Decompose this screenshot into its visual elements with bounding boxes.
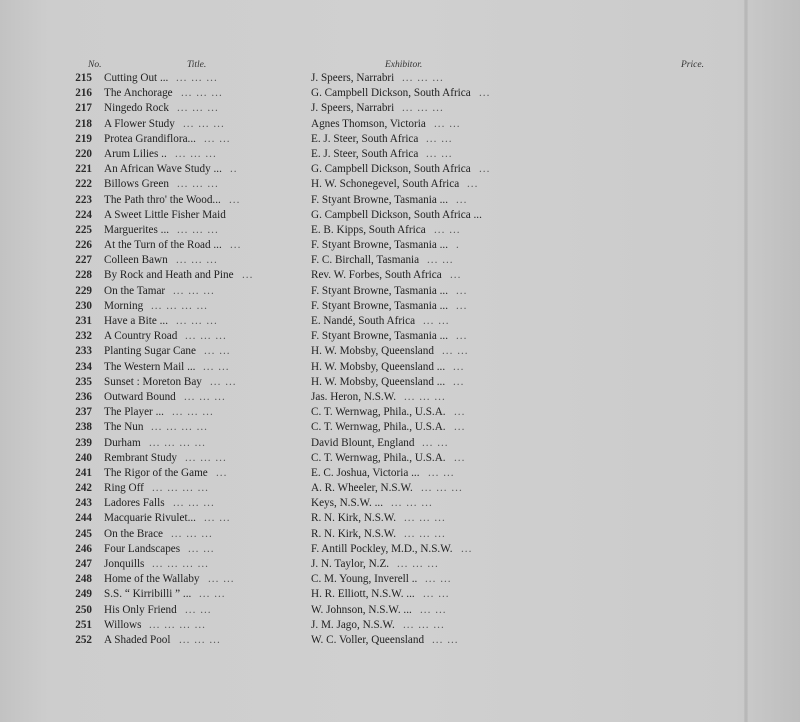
entry-number: 232 (75, 330, 92, 343)
entry-number: 231 (75, 315, 92, 327)
entry-exhibitor: C. T. Wernwag, Phila., U.S.A. (311, 451, 446, 464)
entry-exhibitor: J. Speers, Narrabri (311, 102, 395, 115)
table-row (0, 132, 800, 147)
entry-number: 250 (75, 603, 92, 616)
entry-exhibitor: H. W. Schonegevel, South Africa (311, 178, 460, 191)
title-leader-dots: ... ... (208, 573, 235, 586)
entry-number: 217 (75, 102, 92, 115)
table-row (0, 117, 800, 132)
table-row (0, 360, 800, 375)
entry-exhibitor: F. C. Birchall, Tasmania (311, 254, 420, 267)
entry-number: 228 (75, 269, 92, 282)
entry-exhibitor: Keys, N.S.W. ... (311, 497, 383, 510)
entry-title: On the Brace (104, 527, 164, 540)
column-header-exhibitor: Exhibitor. (385, 60, 423, 70)
table-row (0, 527, 800, 542)
entry-title: Ring Off (104, 482, 144, 495)
table-row (0, 375, 800, 390)
entry-title: At the Turn of the Road ... (104, 239, 222, 252)
entry-title: S.S. “ Kirribilli ” ... (104, 588, 192, 601)
title-leader-dots: ... (216, 466, 228, 479)
entry-title: Have a Bite ... (104, 315, 168, 327)
entry-title: Marguerites ... (104, 223, 170, 236)
entry-exhibitor: F. Styant Browne, Tasmania ... (311, 330, 449, 343)
title-leader-dots: ... ... ... ... (152, 558, 209, 570)
title-leader-dots: ... ... ... ... (151, 299, 208, 312)
entry-title: Four Landscapes (104, 542, 181, 555)
entry-title: Home of the Wallaby (104, 573, 200, 586)
column-header-price: Price. (681, 60, 704, 70)
entry-number: 215 (75, 72, 92, 84)
title-leader-dots: ... ... ... (177, 178, 219, 191)
entry-exhibitor: R. N. Kirk, N.S.W. (311, 527, 397, 540)
exhibitor-leader-dots: ... (479, 87, 491, 100)
exhibitor-leader-dots: ... (479, 163, 491, 176)
table-row (0, 208, 800, 223)
entry-number: 235 (75, 375, 92, 388)
entry-exhibitor: F. Styant Browne, Tasmania ... (311, 299, 449, 312)
table-row (0, 451, 800, 466)
exhibitor-leader-dots: ... ... (442, 345, 469, 358)
exhibitor-leader-dots: ... (454, 406, 466, 419)
exhibitor-leader-dots: ... (450, 269, 462, 282)
entry-exhibitor: E. J. Steer, South Africa (311, 132, 419, 145)
entry-number: 224 (75, 208, 92, 221)
entry-title: Sunset : Moreton Bay (104, 375, 202, 388)
entry-exhibitor: F. Styant Browne, Tasmania ... (311, 193, 449, 206)
entry-number: 233 (75, 345, 92, 358)
exhibitor-leader-dots: ... (456, 299, 468, 312)
title-leader-dots: ... ... (188, 542, 215, 555)
table-row (0, 511, 800, 526)
table-row (0, 177, 800, 192)
entry-number: 229 (75, 284, 92, 297)
entry-number: 242 (75, 482, 92, 495)
table-row (0, 481, 800, 496)
entry-exhibitor: G. Campbell Dickson, South Africa (311, 87, 471, 100)
entry-title: The Player ... (104, 406, 164, 419)
entry-title: The Rigor of the Game (104, 466, 208, 479)
entry-number: 239 (75, 436, 92, 449)
entry-title: Cutting Out ... (104, 72, 169, 84)
entry-exhibitor: David Blount, England (311, 436, 415, 449)
exhibitor-leader-dots: ... ... (434, 223, 461, 236)
exhibitor-leader-dots: ... (453, 375, 465, 388)
catalogue-list (0, 71, 800, 648)
entry-exhibitor: F. Antill Pockley, M.D., N.S.W. (311, 542, 453, 555)
entry-exhibitor: G. Campbell Dickson, South Africa (311, 163, 471, 176)
exhibitor-leader-dots: ... (454, 451, 466, 464)
entry-number: 220 (75, 147, 92, 160)
entry-number: 236 (75, 390, 92, 403)
entry-number: 223 (75, 193, 92, 206)
exhibitor-leader-dots: ... (467, 178, 479, 191)
table-row (0, 162, 800, 177)
table-row (0, 420, 800, 435)
entry-title: Durham (104, 436, 141, 449)
entry-number: 252 (75, 633, 92, 646)
title-leader-dots: ... ... ... (176, 254, 218, 267)
table-row (0, 344, 800, 359)
title-leader-dots: ... (229, 193, 241, 206)
table-row (0, 390, 800, 405)
title-leader-dots: ... ... (204, 512, 231, 525)
entry-exhibitor: J. N. Taylor, N.Z. (311, 558, 390, 570)
entry-number: 226 (75, 239, 92, 252)
entry-title: The Path thro' the Wood... (104, 193, 221, 206)
title-leader-dots: ... ... ... (176, 72, 218, 84)
entry-number: 247 (75, 558, 92, 570)
entry-number: 248 (75, 573, 92, 586)
table-row (0, 557, 800, 572)
entry-number: 246 (75, 542, 92, 555)
entry-title: The Western Mail ... (104, 360, 196, 373)
exhibitor-leader-dots: ... (454, 421, 466, 434)
entry-title: The Anchorage (104, 87, 173, 100)
entry-exhibitor: Agnes Thomson, Victoria (311, 117, 426, 130)
title-leader-dots: ... ... ... (177, 223, 219, 236)
title-leader-dots: ... ... ... (183, 117, 225, 130)
table-row (0, 572, 800, 587)
entry-number: 222 (75, 178, 92, 191)
table-row (0, 587, 800, 602)
table-row (0, 436, 800, 451)
entry-exhibitor: C. T. Wernwag, Phila., U.S.A. (311, 406, 446, 419)
exhibitor-leader-dots: ... ... (432, 633, 459, 646)
title-leader-dots: .. (230, 163, 238, 176)
table-row (0, 633, 800, 648)
entry-exhibitor: H. R. Elliott, N.S.W. ... (311, 588, 415, 601)
exhibitor-leader-dots: ... ... ... (402, 102, 444, 115)
title-leader-dots: ... ... ... (185, 451, 227, 464)
entry-number: 249 (75, 588, 92, 601)
entry-title: Ladores Falls (104, 497, 165, 510)
entry-title: Ningedo Rock (104, 102, 169, 115)
exhibitor-leader-dots: ... ... ... (403, 618, 445, 631)
title-leader-dots: ... ... ... (171, 527, 213, 540)
entry-title: Rembrant Study (104, 451, 178, 464)
title-leader-dots: ... ... ... ... (149, 436, 206, 449)
entry-title: Billows Green (104, 178, 169, 191)
title-leader-dots: ... ... ... ... (152, 482, 209, 495)
title-leader-dots: ... (230, 239, 242, 252)
table-row (0, 542, 800, 557)
entry-number: 234 (75, 360, 92, 373)
entry-number: 230 (75, 299, 92, 312)
entry-title: His Only Friend (104, 603, 177, 616)
entry-exhibitor: F. Styant Browne, Tasmania ... (311, 284, 449, 297)
table-row (0, 238, 800, 253)
exhibitor-leader-dots: ... ... ... (404, 390, 446, 403)
entry-title: The Nun (104, 421, 144, 434)
title-leader-dots: ... (242, 269, 254, 282)
table-row (0, 405, 800, 420)
entry-title: A Shaded Pool (104, 633, 171, 646)
entry-title: Jonquills (104, 558, 145, 570)
entry-exhibitor: H. W. Mobsby, Queensland ... (311, 360, 446, 373)
table-row (0, 101, 800, 116)
entry-title: By Rock and Heath and Pine (104, 269, 234, 282)
exhibitor-leader-dots: ... ... (423, 315, 450, 327)
entry-title: Willows (104, 618, 142, 631)
exhibitor-leader-dots: ... ... (425, 573, 452, 586)
table-row (0, 329, 800, 344)
exhibitor-leader-dots: ... (456, 193, 468, 206)
title-leader-dots: ... ... ... (173, 497, 215, 510)
entry-exhibitor: H. W. Mobsby, Queensland (311, 345, 434, 358)
entry-number: 251 (75, 618, 92, 631)
table-row (0, 223, 800, 238)
entry-exhibitor: H. W. Mobsby, Queensland ... (311, 375, 446, 388)
entry-number: 225 (75, 223, 92, 236)
entry-number: 241 (75, 466, 92, 479)
title-leader-dots: ... ... ... (177, 102, 219, 115)
entry-number: 245 (75, 527, 92, 540)
entry-title: Morning (104, 299, 144, 312)
table-row (0, 314, 800, 329)
entry-number: 219 (75, 132, 92, 145)
exhibitor-leader-dots: ... (453, 360, 465, 373)
exhibitor-leader-dots: ... ... (420, 603, 447, 616)
title-leader-dots: ... ... ... ... (151, 421, 208, 434)
exhibitor-leader-dots: ... (461, 542, 473, 555)
entry-number: 216 (75, 87, 92, 100)
entry-exhibitor: E. C. Joshua, Victoria ... (311, 466, 420, 479)
title-leader-dots: ... ... (185, 603, 212, 616)
exhibitor-leader-dots: ... ... (427, 254, 454, 267)
entry-title: A Flower Study (104, 117, 175, 130)
title-leader-dots: ... ... (203, 360, 230, 373)
entry-title: Macquarie Rivulet... (104, 512, 196, 525)
entry-exhibitor: F. Styant Browne, Tasmania ... (311, 239, 449, 252)
entry-exhibitor: W. Johnson, N.S.W. ... (311, 603, 412, 616)
title-leader-dots: ... ... (204, 132, 231, 145)
entry-title: On the Tamar (104, 284, 166, 297)
table-row (0, 147, 800, 162)
title-leader-dots: ... ... ... (181, 87, 223, 100)
entry-exhibitor: C. T. Wernwag, Phila., U.S.A. (311, 421, 446, 434)
table-row (0, 618, 800, 633)
title-leader-dots: ... ... ... ... (149, 618, 206, 631)
table-row (0, 193, 800, 208)
entry-exhibitor: C. M. Young, Inverell .. (311, 573, 418, 586)
exhibitor-leader-dots: ... ... (428, 466, 455, 479)
title-leader-dots: ... ... ... (184, 390, 226, 403)
entry-number: 227 (75, 254, 92, 267)
title-leader-dots: ... ... ... (176, 315, 218, 327)
table-row (0, 603, 800, 618)
entry-title: Outward Bound (104, 390, 176, 403)
exhibitor-leader-dots: ... ... ... (404, 527, 446, 540)
column-header-no: No. (88, 60, 102, 70)
exhibitor-leader-dots: ... ... ... (421, 482, 463, 495)
entry-title: An African Wave Study ... (104, 163, 222, 176)
entry-exhibitor: A. R. Wheeler, N.S.W. (311, 482, 413, 495)
entry-title: Protea Grandiflora... (104, 132, 196, 145)
exhibitor-leader-dots: . (456, 239, 460, 252)
table-row (0, 299, 800, 314)
exhibitor-leader-dots: ... ... (426, 132, 453, 145)
entry-number: 243 (75, 497, 92, 510)
title-leader-dots: ... ... (210, 375, 237, 388)
entry-number: 237 (75, 406, 92, 419)
entry-exhibitor: J. Speers, Narrabri (311, 72, 395, 84)
title-leader-dots: ... ... ... (175, 147, 217, 160)
entry-title: Planting Sugar Cane (104, 345, 196, 358)
entry-title: A Country Road (104, 330, 178, 343)
title-leader-dots: ... ... ... (185, 330, 227, 343)
entry-exhibitor: Rev. W. Forbes, South Africa (311, 269, 442, 282)
exhibitor-leader-dots: ... (456, 284, 468, 297)
entry-exhibitor: E. J. Steer, South Africa (311, 147, 419, 160)
exhibitor-leader-dots: ... ... (422, 436, 449, 449)
table-row (0, 496, 800, 511)
entry-title: A Sweet Little Fisher Maid (104, 208, 226, 221)
exhibitor-leader-dots: ... (456, 330, 468, 343)
entry-title: Arum Lilies .. (104, 147, 167, 160)
exhibitor-leader-dots: ... ... ... (391, 497, 433, 510)
exhibitor-leader-dots: ... ... ... (402, 72, 444, 84)
entry-number: 221 (75, 163, 92, 176)
entry-exhibitor: E. Nandé, South Africa (311, 315, 416, 327)
column-header-title: Title. (187, 60, 207, 70)
entry-exhibitor: E. B. Kipps, South Africa (311, 223, 426, 236)
exhibitor-leader-dots: ... ... ... (397, 558, 439, 570)
title-leader-dots: ... ... (199, 588, 226, 601)
entry-number: 238 (75, 421, 92, 434)
entry-exhibitor: R. N. Kirk, N.S.W. (311, 512, 397, 525)
entry-exhibitor: J. M. Jago, N.S.W. (311, 618, 395, 631)
entry-number: 244 (75, 512, 92, 525)
table-row (0, 268, 800, 283)
table-row (0, 466, 800, 481)
table-row (0, 71, 800, 86)
exhibitor-leader-dots: ... ... ... (404, 512, 446, 525)
table-row (0, 253, 800, 268)
title-leader-dots: ... ... ... (173, 284, 215, 297)
entry-number: 218 (75, 117, 92, 130)
entry-title: Colleen Bawn (104, 254, 168, 267)
table-row (0, 86, 800, 101)
entry-number: 240 (75, 451, 92, 464)
entry-exhibitor: G. Campbell Dickson, South Africa ... (311, 208, 482, 221)
title-leader-dots: ... ... ... (179, 633, 221, 646)
exhibitor-leader-dots: ... ... (426, 147, 453, 160)
exhibitor-leader-dots: ... ... (423, 588, 450, 601)
title-leader-dots: ... ... (204, 345, 231, 358)
exhibitor-leader-dots: ... ... (434, 117, 461, 130)
entry-exhibitor: W. C. Voller, Queensland (311, 633, 425, 646)
entry-exhibitor: Jas. Heron, N.S.W. (311, 390, 397, 403)
title-leader-dots: ... ... ... (172, 406, 214, 419)
table-row (0, 284, 800, 299)
